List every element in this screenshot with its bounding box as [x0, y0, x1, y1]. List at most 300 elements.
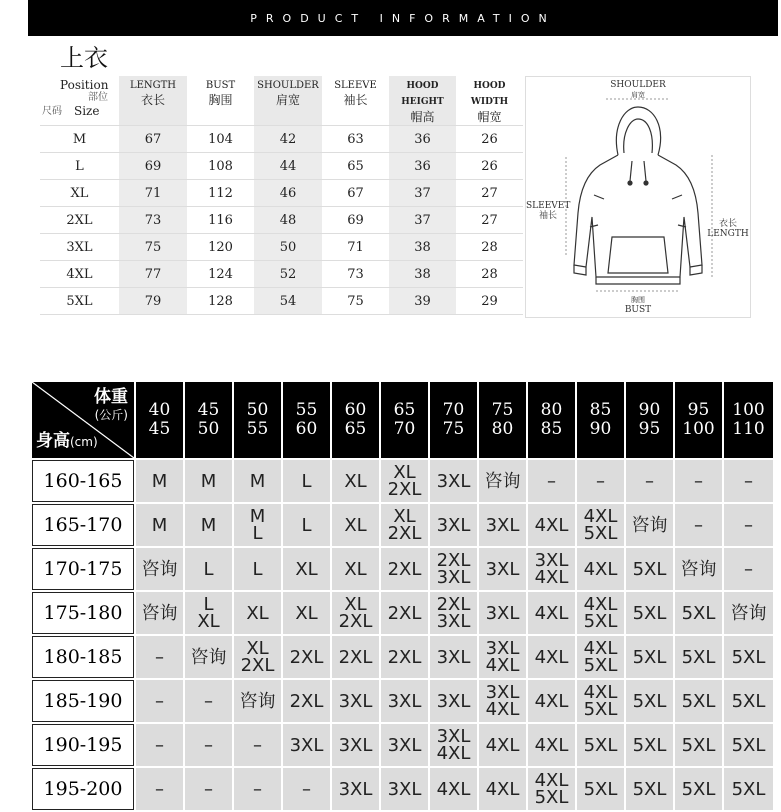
measurement-cell: 75: [322, 288, 389, 315]
size-recommendation-cell: [283, 548, 330, 590]
measurement-cell: 128: [187, 288, 254, 315]
recommended-size: XL: [344, 558, 367, 580]
size-recommendation-cell: [234, 460, 281, 502]
measurement-cell: 65: [322, 153, 389, 180]
measurement-cell: 28: [456, 234, 523, 261]
size-recommendation-cell: [234, 636, 281, 678]
recommended-size: XL: [344, 514, 367, 536]
weight-range-header: [136, 382, 183, 458]
size-recommendation-cell: [136, 548, 183, 590]
size-recommendation-cell: [381, 548, 428, 590]
measurement-cell: 36: [389, 153, 456, 180]
size-recommendation-cell: [136, 636, 183, 678]
recommended-size: 3XL: [436, 646, 471, 668]
size-recommendation-cell: [724, 680, 773, 722]
recommended-size: 3XL: [338, 734, 373, 756]
size-recommendation-cell: [577, 460, 624, 502]
recommended-size: 3XL: [289, 734, 324, 756]
measurement-cell: 73: [119, 207, 187, 234]
recommended-size: –: [204, 690, 213, 712]
weight-range-header: [283, 382, 330, 458]
recommended-size: 4XL: [485, 655, 520, 676]
weight-bound: 55: [295, 400, 318, 420]
recommended-size: 3XL: [436, 470, 471, 492]
weight-bound: 40: [148, 400, 171, 420]
recommended-size: 咨询: [239, 690, 276, 712]
size-recommendation-cell: [332, 636, 379, 678]
measurement-cell: 124: [187, 261, 254, 288]
recommended-size: 3XL: [485, 602, 520, 624]
size-recommendation-cell: [283, 636, 330, 678]
recommended-size: 5XL: [632, 690, 667, 712]
size-recommendation-cell: [381, 724, 428, 766]
recommended-size: –: [744, 470, 753, 492]
size-recommendation-cell: [332, 548, 379, 590]
weight-bound: 50: [246, 400, 269, 420]
hoodie-measurement-diagram: [525, 76, 751, 318]
size-table-row: [40, 261, 523, 288]
size-recommendation-cell: [430, 724, 477, 766]
size-recommendation-cell: [136, 504, 183, 546]
measurement-cell: 104: [187, 126, 254, 153]
recommended-size: 3XL: [436, 690, 471, 712]
size-recommendation-cell: [381, 460, 428, 502]
size-recommendation-cell: [724, 724, 773, 766]
recommended-size: –: [155, 690, 164, 712]
recommended-size: –: [645, 470, 654, 492]
recommended-size: M: [249, 506, 266, 527]
recommended-size: –: [253, 734, 262, 756]
recommended-size: XL: [246, 602, 269, 624]
recommended-size: L: [252, 558, 263, 580]
size-recommendation-cell: [381, 592, 428, 634]
recommended-size: 2XL: [338, 646, 373, 668]
recommended-size: 5XL: [583, 611, 618, 632]
size-recommendation-cell: [136, 680, 183, 722]
section-title: 上衣: [60, 44, 108, 72]
weight-label: 体重: [94, 387, 128, 407]
size-recommendation-cell: [283, 504, 330, 546]
recommended-size: 3XL: [387, 734, 422, 756]
column-header: LENGTH 衣长: [119, 76, 187, 126]
measurement-cell: 71: [119, 180, 187, 207]
size-cell: 5XL: [40, 288, 119, 315]
size-recommendation-cell: [185, 768, 232, 810]
recommended-size: 4XL: [436, 778, 471, 800]
recommended-size: –: [744, 514, 753, 536]
recommended-size: 3XL: [485, 514, 520, 536]
recommended-size: 5XL: [583, 734, 618, 756]
column-header: SLEEVE 袖长: [322, 76, 389, 126]
weight-range-header: [626, 382, 673, 458]
weight-bound: 70: [442, 400, 465, 420]
size-recommendation-cell: [430, 636, 477, 678]
recommended-size: 咨询: [141, 602, 178, 624]
size-recommendation-cell: [136, 592, 183, 634]
size-table-row: [40, 207, 523, 234]
size-recommendation-cell: [430, 548, 477, 590]
size-recommendation-cell: [479, 460, 526, 502]
size-recommendation-cell: [626, 636, 673, 678]
recommended-size: 咨询: [484, 470, 521, 492]
recommended-size: L: [301, 470, 312, 492]
weight-bound: 60: [295, 419, 318, 439]
weight-bound: 80: [540, 400, 563, 420]
weight-bound: 100: [682, 419, 715, 439]
measurement-cell: 54: [254, 288, 322, 315]
measurement-cell: 28: [456, 261, 523, 288]
recommended-size: M: [151, 470, 168, 492]
size-recommendation-cell: [675, 724, 722, 766]
recommended-size: XL: [393, 506, 416, 527]
recommended-size: 5XL: [681, 646, 716, 668]
header-banner: PRODUCT INFORMATION: [28, 0, 778, 36]
recommended-size: 5XL: [681, 778, 716, 800]
size-recommendation-cell: [577, 768, 624, 810]
weight-bound: 75: [442, 419, 465, 439]
height-range: 160-165: [32, 460, 134, 502]
weight-range-header: [577, 382, 624, 458]
weight-header-row: [32, 382, 773, 458]
weight-bound: 50: [197, 419, 220, 439]
weight-range-header: [430, 382, 477, 458]
recommended-size: M: [200, 514, 217, 536]
size-recommendation-cell: [626, 768, 673, 810]
size-recommendation-cell: [528, 724, 575, 766]
column-header: HOOD WIDTH 帽宽: [456, 76, 523, 126]
size-recommendation-cell: [528, 460, 575, 502]
height-row: [32, 680, 773, 722]
size-recommendation-cell: [136, 460, 183, 502]
recommended-size: XL: [344, 470, 367, 492]
weight-bound: 75: [491, 400, 514, 420]
size-recommendation-cell: [675, 548, 722, 590]
recommended-size: 咨询: [730, 602, 767, 624]
measurement-cell: 73: [322, 261, 389, 288]
size-recommendation-cell: [430, 592, 477, 634]
column-header: SHOULDER 肩宽: [254, 76, 322, 126]
size-table-row: [40, 234, 523, 261]
size-table-row: [40, 153, 523, 180]
recommended-size: 5XL: [632, 558, 667, 580]
size-recommendation-cell: [185, 636, 232, 678]
recommended-size: 4XL: [436, 743, 471, 764]
recommended-size: L: [252, 523, 263, 544]
height-label: 身高: [36, 431, 70, 451]
measurement-cell: 50: [254, 234, 322, 261]
recommended-size: 2XL: [289, 690, 324, 712]
recommended-size: 4XL: [583, 594, 618, 615]
size-recommendation-cell: [332, 680, 379, 722]
measurement-cell: 67: [322, 180, 389, 207]
height-range: 195-200: [32, 768, 134, 810]
measurement-cell: 112: [187, 180, 254, 207]
size-recommendation-cell: [577, 724, 624, 766]
weight-bound: 55: [246, 419, 269, 439]
height-range: 190-195: [32, 724, 134, 766]
size-recommendation-cell: [724, 460, 773, 502]
recommended-size: 4XL: [583, 682, 618, 703]
recommended-size: XL: [344, 594, 367, 615]
recommended-size: –: [155, 778, 164, 800]
weight-bound: 45: [197, 400, 220, 420]
recommended-size: 4XL: [485, 778, 520, 800]
recommended-size: 2XL: [436, 550, 471, 571]
recommended-size: XL: [295, 602, 318, 624]
recommended-size: 3XL: [485, 638, 520, 659]
size-recommendation-cell: [724, 548, 773, 590]
size-recommendation-cell: [528, 636, 575, 678]
recommended-size: 4XL: [583, 638, 618, 659]
recommended-size: 4XL: [534, 690, 569, 712]
weight-range-header: [185, 382, 232, 458]
weight-bound: 70: [393, 419, 416, 439]
size-recommendation-cell: [724, 592, 773, 634]
size-recommendation-cell: [185, 724, 232, 766]
measurement-cell: 48: [254, 207, 322, 234]
size-recommendation-cell: [234, 724, 281, 766]
recommended-size: 咨询: [631, 514, 668, 536]
size-recommendation-cell: [430, 768, 477, 810]
size-recommendation-cell: [675, 460, 722, 502]
size-recommendation-cell: [528, 592, 575, 634]
size-recommendation-cell: [724, 504, 773, 546]
recommended-size: 3XL: [436, 567, 471, 588]
recommended-size: XL: [246, 638, 269, 659]
size-recommendation-cell: [675, 504, 722, 546]
size-table-row: [40, 180, 523, 207]
size-cell: 2XL: [40, 207, 119, 234]
bust-label: 胸围 BUST: [624, 296, 652, 315]
recommended-size: 5XL: [681, 734, 716, 756]
size-recommendation-cell: [577, 504, 624, 546]
size-recommendation-cell: [283, 768, 330, 810]
height-row: [32, 548, 773, 590]
recommended-size: 4XL: [534, 602, 569, 624]
recommended-size: L: [203, 558, 214, 580]
size-recommendation-cell: [577, 680, 624, 722]
weight-unit: (公斤): [94, 408, 128, 422]
measurement-cell: 79: [119, 288, 187, 315]
size-recommendation-cell: [626, 504, 673, 546]
recommended-size: 咨询: [680, 558, 717, 580]
size-recommendation-cell: [136, 724, 183, 766]
size-recommendation-cell: [430, 460, 477, 502]
sleeve-label: SLEEVET 袖长: [526, 201, 571, 221]
size-recommendation-cell: [626, 548, 673, 590]
recommended-size: 5XL: [583, 699, 618, 720]
size-table-row: [40, 126, 523, 153]
weight-bound: 45: [148, 419, 171, 439]
size-recommendation-cell: [577, 548, 624, 590]
measurement-cell: 108: [187, 153, 254, 180]
size-recommendation-cell: [528, 504, 575, 546]
size-recommendation-cell: [479, 724, 526, 766]
recommended-size: 5XL: [681, 690, 716, 712]
size-recommendation-cell: [234, 592, 281, 634]
weight-bound: 100: [732, 400, 765, 420]
position-label-cn: 部位: [88, 92, 108, 103]
recommended-size: 4XL: [583, 558, 618, 580]
size-recommendation-cell: [283, 592, 330, 634]
measurement-cell: 77: [119, 261, 187, 288]
recommended-size: XL: [197, 611, 220, 632]
recommended-size: 3XL: [485, 558, 520, 580]
recommended-size: 5XL: [632, 734, 667, 756]
recommended-size: –: [744, 558, 753, 580]
recommended-size: 3XL: [436, 611, 471, 632]
weight-bound: 110: [732, 419, 765, 439]
size-recommendation-cell: [626, 460, 673, 502]
measurement-cell: 75: [119, 234, 187, 261]
weight-bound: 85: [589, 400, 612, 420]
size-cell: 3XL: [40, 234, 119, 261]
measurement-cell: 46: [254, 180, 322, 207]
size-recommendation-cell: [283, 460, 330, 502]
size-label: Size: [74, 104, 100, 118]
weight-bound: 90: [589, 419, 612, 439]
recommended-size: 2XL: [436, 594, 471, 615]
height-range: 165-170: [32, 504, 134, 546]
recommended-size: –: [302, 778, 311, 800]
measurement-cell: 42: [254, 126, 322, 153]
recommended-size: –: [204, 734, 213, 756]
recommended-size: 2XL: [387, 479, 422, 500]
size-table-header-row: [40, 76, 523, 126]
size-recommendation-cell: [724, 636, 773, 678]
size-recommendation-cell: [430, 504, 477, 546]
size-cell: XL: [40, 180, 119, 207]
size-table-row: [40, 288, 523, 315]
recommended-size: 5XL: [681, 602, 716, 624]
measurement-cell: 26: [456, 126, 523, 153]
weight-range-header: [724, 382, 773, 458]
recommended-size: XL: [295, 558, 318, 580]
measurement-cell: 38: [389, 234, 456, 261]
measurement-cell: 37: [389, 207, 456, 234]
size-recommendation-cell: [381, 680, 428, 722]
size-recommendation-cell: [381, 504, 428, 546]
size-cell: L: [40, 153, 119, 180]
weight-bound: 85: [540, 419, 563, 439]
recommended-size: –: [204, 778, 213, 800]
recommended-size: 4XL: [534, 646, 569, 668]
recommended-size: 3XL: [534, 550, 569, 571]
column-header: BUST 胸围: [187, 76, 254, 126]
recommended-size: 咨询: [141, 558, 178, 580]
size-label-cn: 尺码: [42, 106, 62, 117]
recommended-size: M: [151, 514, 168, 536]
recommended-size: 5XL: [632, 646, 667, 668]
size-recommendation-cell: [185, 548, 232, 590]
recommended-size: 4XL: [534, 514, 569, 536]
recommended-size: 4XL: [534, 567, 569, 588]
recommended-size: 5XL: [731, 778, 766, 800]
recommended-size: 5XL: [731, 734, 766, 756]
size-recommendation-cell: [724, 768, 773, 810]
size-recommendation-cell: [185, 460, 232, 502]
size-recommendation-cell: [528, 548, 575, 590]
shoulder-label: SHOULDER 肩宽: [610, 80, 666, 99]
recommended-size: 5XL: [583, 655, 618, 676]
recommended-size: 3XL: [436, 726, 471, 747]
size-recommendation-cell: [136, 768, 183, 810]
height-row: [32, 592, 773, 634]
weight-bound: 95: [638, 419, 661, 439]
recommended-size: –: [694, 514, 703, 536]
size-recommendation-cell: [577, 636, 624, 678]
size-recommendation-cell: [332, 724, 379, 766]
size-recommendation-cell: [528, 768, 575, 810]
height-range: 170-175: [32, 548, 134, 590]
size-recommendation-cell: [479, 680, 526, 722]
recommended-size: M: [249, 470, 266, 492]
size-recommendation-cell: [234, 768, 281, 810]
column-header: HOOD HEIGHT 帽高: [389, 76, 456, 126]
recommended-size: 4XL: [534, 770, 569, 791]
height-row: [32, 504, 773, 546]
recommended-size: –: [694, 470, 703, 492]
measurement-cell: 69: [322, 207, 389, 234]
size-recommendation-cell: [332, 460, 379, 502]
recommended-size: M: [200, 470, 217, 492]
size-recommendation-cell: [332, 768, 379, 810]
measurement-cell: 71: [322, 234, 389, 261]
measurement-cell: 67: [119, 126, 187, 153]
size-recommendation-cell: [381, 636, 428, 678]
weight-range-header: [381, 382, 428, 458]
weight-range-header: [479, 382, 526, 458]
size-recommendation-cell: [332, 504, 379, 546]
position-label: Position: [60, 78, 109, 92]
recommended-size: 3XL: [338, 778, 373, 800]
size-recommendation-cell: [626, 680, 673, 722]
size-recommendation-cell: [283, 680, 330, 722]
measurement-cell: 116: [187, 207, 254, 234]
measurement-cell: 44: [254, 153, 322, 180]
recommended-size: –: [253, 778, 262, 800]
recommended-size: 2XL: [387, 646, 422, 668]
size-recommendation-cell: [479, 636, 526, 678]
size-recommendation-cell: [234, 680, 281, 722]
length-label: 衣长 LENGTH: [707, 219, 749, 239]
weight-range-header: [528, 382, 575, 458]
recommended-size: 5XL: [583, 778, 618, 800]
recommended-size: 3XL: [338, 690, 373, 712]
measurement-cell: 27: [456, 180, 523, 207]
size-recommendation-cell: [479, 592, 526, 634]
height-range: 185-190: [32, 680, 134, 722]
weight-bound: 65: [344, 419, 367, 439]
weight-range-header: [675, 382, 722, 458]
measurement-cell: 38: [389, 261, 456, 288]
size-recommendation-cell: [185, 680, 232, 722]
recommended-size: 2XL: [289, 646, 324, 668]
weight-bound: 90: [638, 400, 661, 420]
size-recommendation-cell: [234, 548, 281, 590]
recommended-size: 5XL: [534, 787, 569, 808]
weight-bound: 65: [393, 400, 416, 420]
measurement-cell: 120: [187, 234, 254, 261]
recommended-size: 4XL: [583, 506, 618, 527]
recommended-size: 3XL: [387, 690, 422, 712]
size-recommendation-cell: [577, 592, 624, 634]
size-recommendation-cell: [675, 636, 722, 678]
weight-range-header: [332, 382, 379, 458]
recommended-size: 2XL: [387, 523, 422, 544]
height-row: [32, 460, 773, 502]
height-range: 180-185: [32, 636, 134, 678]
